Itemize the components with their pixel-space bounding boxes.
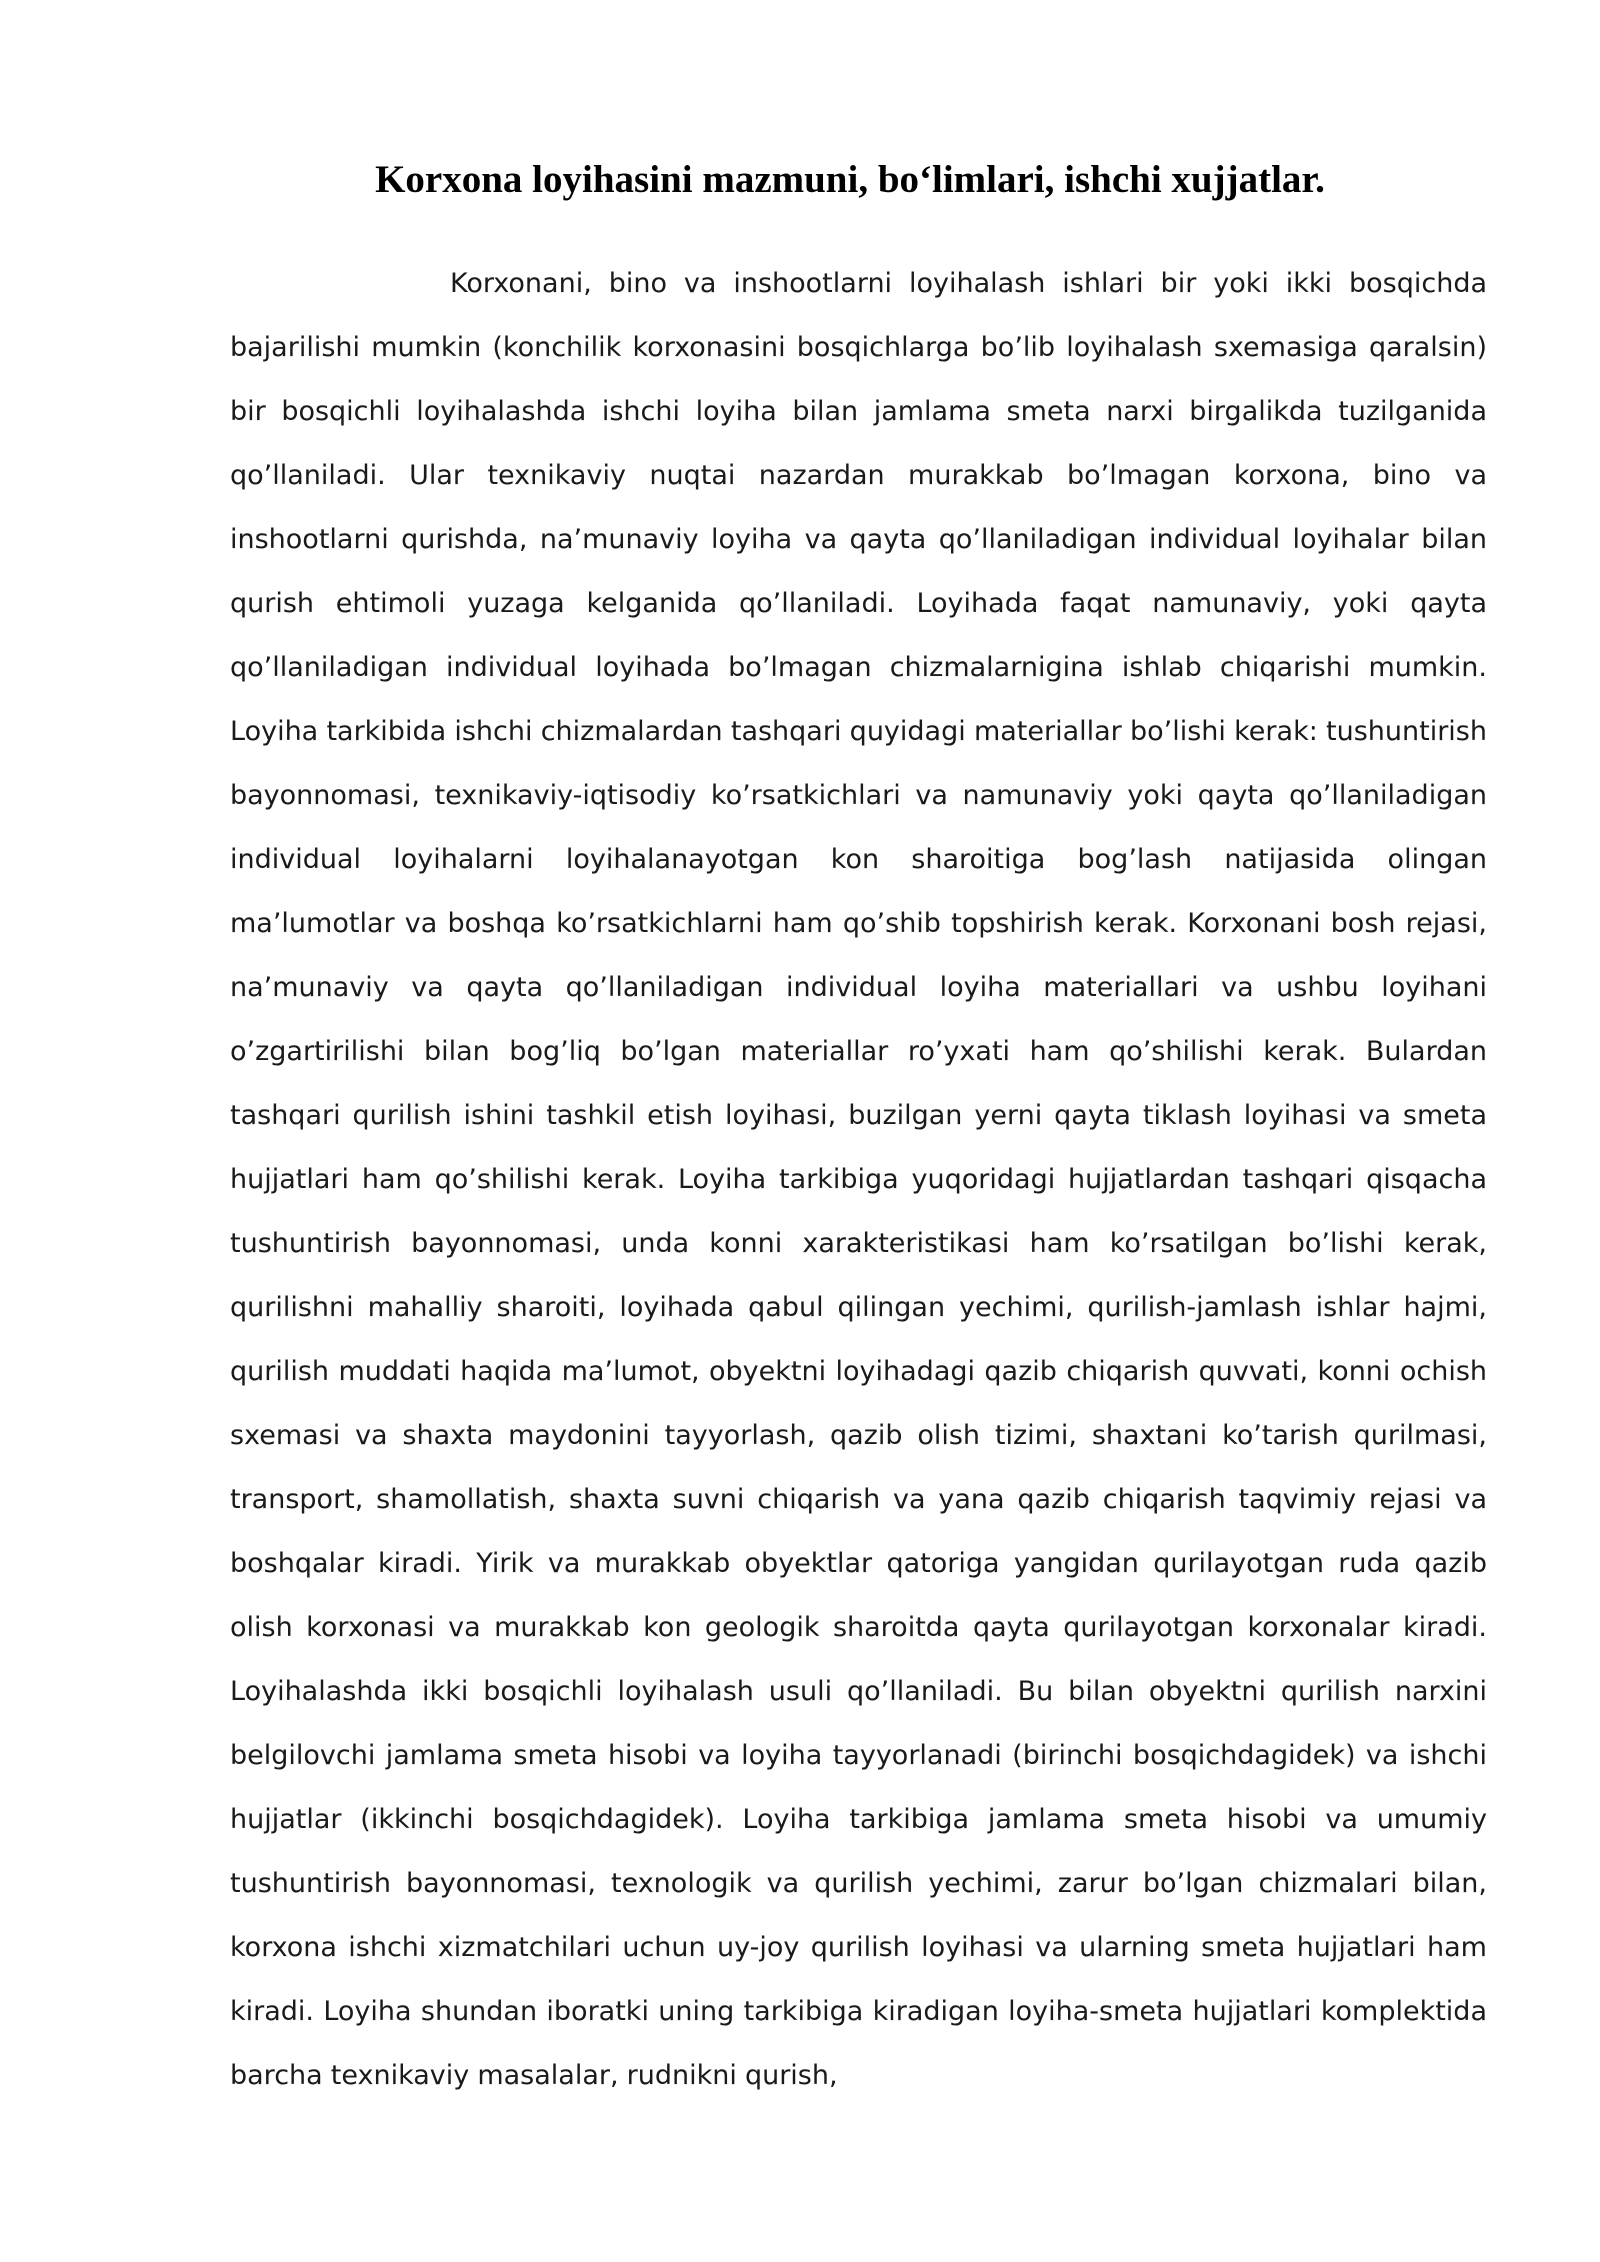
body-paragraph: Korxonani, bino va inshootlarni loyihalash ishlari bir yoki ikki bosqichda bajarilishi mumkin (konchilik korxonasini bosqichlarga bo’lib loyihalash sxemasiga qaralsin) bir bosqichli loyihalashda ishchi loyiha bilan jamlama smeta narxi birgalikda tuzilganida qo’llaniladi. Ular texnikaviy nuqtai nazardan murakkab bo’lmagan korxona, bino va inshootlarni qurishda, na’munaviy loyiha va qayta qo’llaniladigan individual loyihalar bilan qurish ehtimoli yuzaga kelganida qo’llaniladi. Loyihada faqat namunaviy, yoki qayta qo’llaniladigan individual loyihada bo’lmagan chizmalarnigina ishlab chiqarishi mumkin. Loyiha tarkibida ishchi chizmalardan tashqari quyidagi materiallar bo’lishi kerak: tushuntirish bayonnomasi, texnikaviy-iqtisodiy ko’rsatkichlari va namunaviy yoki qayta qo’llaniladigan individual loyihalarni loyihalanayotgan kon sharoitiga bog’lash natijasida olingan ma’lumotlar va boshqa ko’rsatkichlarni ham qo’shib topshirish kerak. Korxonani bosh rejasi, na’munaviy va qayta qo’llaniladigan individual loyiha materiallari va ushbu loyihani o’zgartirilishi bilan bog’liq bo’lgan materiallar ro’yxati ham qo’shilishi kerak. Bulardan tashqari qurilish ishini tashkil etish loyihasi, buzilgan yerni qayta tiklash loyihasi va smeta hujjatlari ham qo’shilishi kerak. Loyiha tarkibiga yuqoridagi hujjatlardan tashqari qisqacha tushuntirish bayonnomasi, unda konni xarakteristikasi ham ko’rsatilgan bo’lishi kerak, qurilishni mahalliy sharoiti, loyihada qabul qilingan yechimi, qurilish-jamlash ishlar hajmi, qurilish muddati haqida ma’lumot, obyektni loyihadagi qazib chiqarish quvvati, konni ochish sxemasi va shaxta maydonini tayyorlash, qazib olish tizimi, shaxtani ko’tarish qurilmasi, transport, shamollatish, shaxta suvni chiqarish va yana qazib chiqarish taqvimiy rejasi va boshqalar kiradi. Yirik va murakkab obyektlar qatoriga yangidan qurilayotgan ruda qazib olish korxonasi va murakkab kon geologik sharoitda qayta qurilayotgan korxonalar kiradi. Loyihalashda ikki bosqichli loyihalash usuli qo’llaniladi. Bu bilan obyektni qurilish narxini belgilovchi jamlama smeta hisobi va loyiha tayyorlanadi (birinchi bosqichdagidek) va ishchi hujjatlar (ikkinchi bosqichdagidek). Loyiha tarkibiga jamlama smeta hisobi va umumiy tushuntirish bayonnomasi, texnologik va qurilish yechimi, zarur bo’lgan chizmalari bilan, korxona ishchi xizmatchilari uchun uy-joy qurilish loyihasi va ularning smeta hujjatlari ham kiradi. Loyiha shundan iboratki uning tarkibiga kiradigan loyiha-smeta hujjatlari komplektida barcha texnikaviy masalalar, rudnikni qurish, — [230, 268, 1487, 2091]
document-title: Korxona loyihasini mazmuni, bo‘limlari, ishchi xujjatlar. — [375, 158, 1325, 201]
